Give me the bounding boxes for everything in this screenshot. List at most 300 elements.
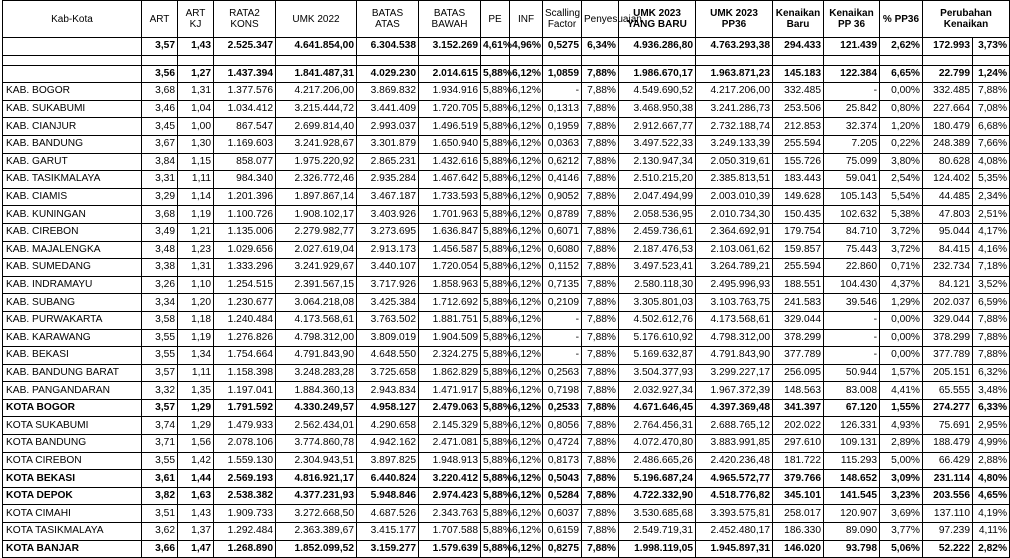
value-cell: 3,51 <box>142 505 178 523</box>
value-cell: 232.734 <box>923 259 973 277</box>
value-cell: 1,19 <box>178 206 214 224</box>
value-cell: 1.276.826 <box>214 329 276 347</box>
value-cell: 5,88% <box>481 470 510 488</box>
value-cell: 3.064.218,08 <box>276 294 357 312</box>
table-row <box>3 399 1010 417</box>
value-cell: 5,88% <box>481 487 510 505</box>
value-cell: 1,18 <box>178 311 214 329</box>
value-cell: 5,88% <box>481 505 510 523</box>
table-row <box>3 118 1010 136</box>
value-cell: 67.120 <box>824 399 880 417</box>
value-cell: 1.948.913 <box>419 452 481 470</box>
value-cell: 4,96% <box>510 38 543 56</box>
value-cell: 1.437.394 <box>214 65 276 83</box>
value-cell: 5,88% <box>481 65 510 83</box>
value-cell: 1.467.642 <box>419 171 481 189</box>
value-cell: - <box>543 329 582 347</box>
value-cell: 6,12% <box>510 452 543 470</box>
value-cell <box>357 55 419 65</box>
value-cell: 2.495.996,93 <box>696 276 773 294</box>
value-cell: 155.726 <box>773 153 824 171</box>
value-cell: 1.986.670,17 <box>619 65 696 83</box>
value-cell: 80.628 <box>923 153 973 171</box>
value-cell: 1.268.890 <box>214 540 276 558</box>
value-cell: 39.546 <box>824 294 880 312</box>
value-cell: 3.159.277 <box>357 540 419 558</box>
value-cell: 4.502.612,76 <box>619 311 696 329</box>
region-name-cell: KOTA DEPOK <box>3 487 142 505</box>
value-cell <box>276 55 357 65</box>
value-cell: 5,88% <box>481 188 510 206</box>
column-header: Kenaikan PP 36 <box>824 1 880 38</box>
value-cell: 3,52% <box>973 276 1010 294</box>
value-cell: 3,61 <box>142 470 178 488</box>
value-cell: 3,55 <box>142 329 178 347</box>
value-cell: 7,88% <box>582 171 619 189</box>
header-row <box>3 1 1010 38</box>
value-cell: 0,0363 <box>543 135 582 153</box>
value-cell <box>973 55 1010 65</box>
value-cell: 6,12% <box>510 259 543 277</box>
value-cell: 255.594 <box>773 135 824 153</box>
value-cell: 44.485 <box>923 188 973 206</box>
value-cell: 253.506 <box>773 100 824 118</box>
value-cell: 1,11 <box>178 171 214 189</box>
value-cell: 2,54% <box>880 171 923 189</box>
value-cell: 2.580.118,30 <box>619 276 696 294</box>
value-cell: 65.555 <box>923 382 973 400</box>
table-row <box>3 487 1010 505</box>
value-cell: 5,88% <box>481 118 510 136</box>
value-cell: 109.131 <box>824 435 880 453</box>
value-cell: 867.547 <box>214 118 276 136</box>
value-cell: 5,00% <box>880 452 923 470</box>
value-cell: - <box>543 311 582 329</box>
value-cell: 1.881.751 <box>419 311 481 329</box>
value-cell: 186.330 <box>773 523 824 541</box>
value-cell: 3,57 <box>142 399 178 417</box>
table-row <box>3 38 1010 56</box>
value-cell: 3,66 <box>142 540 178 558</box>
value-cell: 3,74 <box>142 417 178 435</box>
table-row <box>3 188 1010 206</box>
value-cell: 6,12% <box>510 241 543 259</box>
value-cell: 5,88% <box>481 399 510 417</box>
value-cell: 52.222 <box>923 540 973 558</box>
value-cell: 0,22% <box>880 135 923 153</box>
value-cell: 1.909.733 <box>214 505 276 523</box>
value-cell: 3.869.832 <box>357 83 419 101</box>
table-row <box>3 153 1010 171</box>
value-cell: 1.998.119,05 <box>619 540 696 558</box>
value-cell: 858.077 <box>214 153 276 171</box>
value-cell: 3.504.377,93 <box>619 364 696 382</box>
region-name-cell: KAB. GARUT <box>3 153 142 171</box>
value-cell: 7,88% <box>582 311 619 329</box>
value-cell: 4.641.854,00 <box>276 38 357 56</box>
value-cell: 3.403.926 <box>357 206 419 224</box>
value-cell: 4,11% <box>973 523 1010 541</box>
value-cell: 1.963.871,23 <box>696 65 773 83</box>
value-cell: 1.858.963 <box>419 276 481 294</box>
value-cell: 7,08% <box>973 100 1010 118</box>
value-cell: 2.993.037 <box>357 118 419 136</box>
value-cell: 7,88% <box>582 65 619 83</box>
value-cell: 4,08% <box>973 153 1010 171</box>
value-cell: 84.415 <box>923 241 973 259</box>
value-cell: 115.293 <box>824 452 880 470</box>
value-cell: 3,72% <box>880 241 923 259</box>
value-cell: 274.277 <box>923 399 973 417</box>
value-cell: 6,12% <box>510 65 543 83</box>
value-cell: 3,58 <box>142 311 178 329</box>
value-cell <box>214 55 276 65</box>
table-row <box>3 241 1010 259</box>
value-cell: 6,12% <box>510 487 543 505</box>
region-name-cell: KAB. PANGANDARAN <box>3 382 142 400</box>
value-cell: 1,43 <box>178 38 214 56</box>
value-cell: 1,00 <box>178 118 214 136</box>
value-cell: 6,12% <box>510 276 543 294</box>
column-header: Kenaikan Baru <box>773 1 824 38</box>
value-cell: 4.330.249,57 <box>276 399 357 417</box>
value-cell: 1,15 <box>178 153 214 171</box>
value-cell: 0,1152 <box>543 259 582 277</box>
value-cell: 6,12% <box>510 329 543 347</box>
value-cell: 0,80% <box>880 100 923 118</box>
value-cell: 3.393.575,81 <box>696 505 773 523</box>
value-cell: 7,88% <box>582 135 619 153</box>
value-cell: 212.853 <box>773 118 824 136</box>
region-name-cell: KAB. SUBANG <box>3 294 142 312</box>
column-header: ART <box>142 1 178 38</box>
value-cell: 3.897.825 <box>357 452 419 470</box>
region-name-cell: KAB. BANDUNG BARAT <box>3 364 142 382</box>
value-cell: 3.103.763,75 <box>696 294 773 312</box>
value-cell: 3,45 <box>142 118 178 136</box>
value-cell: 1.852.099,52 <box>276 540 357 558</box>
value-cell: 3.241.929,67 <box>276 259 357 277</box>
value-cell: 2.014.615 <box>419 65 481 83</box>
value-cell: 1,31 <box>178 259 214 277</box>
value-cell: 4.217.206,00 <box>696 83 773 101</box>
value-cell: 3.301.879 <box>357 135 419 153</box>
value-cell: 332.485 <box>773 83 824 101</box>
value-cell: 1.496.519 <box>419 118 481 136</box>
value-cell: 7,18% <box>973 259 1010 277</box>
value-cell: 1.636.847 <box>419 223 481 241</box>
value-cell: 5.176.610,92 <box>619 329 696 347</box>
value-cell: 121.439 <box>824 38 880 56</box>
value-cell: 1.559.130 <box>214 452 276 470</box>
value-cell: 0,00% <box>880 83 923 101</box>
value-cell: 2.486.665,26 <box>619 452 696 470</box>
value-cell: 7,88% <box>582 382 619 400</box>
value-cell: 2,88% <box>973 452 1010 470</box>
value-cell: 0,6037 <box>543 505 582 523</box>
value-cell: 105.143 <box>824 188 880 206</box>
value-cell: 4.173.568,61 <box>276 311 357 329</box>
region-name-cell <box>3 55 142 65</box>
value-cell: 202.037 <box>923 294 973 312</box>
value-cell: 3,26 <box>142 276 178 294</box>
value-cell: 5,35% <box>973 171 1010 189</box>
value-cell: 3,68 <box>142 206 178 224</box>
value-cell: 6,12% <box>510 523 543 541</box>
value-cell: 2.732.188,74 <box>696 118 773 136</box>
value-cell: 95.044 <box>923 223 973 241</box>
value-cell <box>696 55 773 65</box>
value-cell: 7,88% <box>582 399 619 417</box>
value-cell: 2.479.063 <box>419 399 481 417</box>
value-cell: 5.196.687,24 <box>619 470 696 488</box>
value-cell: 6,12% <box>510 364 543 382</box>
value-cell: 2.935.284 <box>357 171 419 189</box>
value-cell: 4.791.843,90 <box>696 347 773 365</box>
value-cell: 341.397 <box>773 399 824 417</box>
value-cell: 5,38% <box>880 206 923 224</box>
value-cell: 1,29 <box>178 399 214 417</box>
value-cell: 984.340 <box>214 171 276 189</box>
value-cell: 6,12% <box>510 435 543 453</box>
value-cell: - <box>543 83 582 101</box>
column-header: INF <box>510 1 543 38</box>
region-name-cell: KOTA TASIKMALAYA <box>3 523 142 541</box>
value-cell: 4,80% <box>973 470 1010 488</box>
value-cell: 141.545 <box>824 487 880 505</box>
value-cell: 1,27 <box>178 65 214 83</box>
value-cell <box>880 55 923 65</box>
value-cell: 2.420.236,48 <box>696 452 773 470</box>
column-header: ART KJ <box>178 1 214 38</box>
value-cell: 1.100.726 <box>214 206 276 224</box>
value-cell: 6,12% <box>510 100 543 118</box>
column-header: Perubahan Kenaikan <box>923 1 1010 38</box>
value-cell: 4.936.286,80 <box>619 38 696 56</box>
value-cell: 7,88% <box>582 435 619 453</box>
value-cell: 6,12% <box>510 171 543 189</box>
value-cell: 1,37 <box>178 523 214 541</box>
value-cell: 6,12% <box>510 135 543 153</box>
region-name-cell <box>3 38 142 56</box>
value-cell: 0,4146 <box>543 171 582 189</box>
value-cell <box>510 55 543 65</box>
value-cell: 6,12% <box>510 311 543 329</box>
value-cell: 0,9052 <box>543 188 582 206</box>
value-cell: 6,12% <box>510 347 543 365</box>
value-cell: 4,17% <box>973 223 1010 241</box>
value-cell: 4.217.206,00 <box>276 83 357 101</box>
value-cell: 22.799 <box>923 65 973 83</box>
value-cell: 149.628 <box>773 188 824 206</box>
value-cell: 3.248.283,28 <box>276 364 357 382</box>
value-cell: 329.044 <box>773 311 824 329</box>
table-row <box>3 206 1010 224</box>
value-cell: 2.699.814,40 <box>276 118 357 136</box>
value-cell: 4.687.526 <box>357 505 419 523</box>
value-cell: 297.610 <box>773 435 824 453</box>
value-cell: 2.569.193 <box>214 470 276 488</box>
value-cell: 1,23 <box>178 241 214 259</box>
value-cell: 6,12% <box>510 294 543 312</box>
value-cell: 5,88% <box>481 329 510 347</box>
table-row <box>3 523 1010 541</box>
region-name-cell: KAB. CIREBON <box>3 223 142 241</box>
table-row <box>3 135 1010 153</box>
value-cell: 3.241.286,73 <box>696 100 773 118</box>
value-cell: 2.187.476,53 <box>619 241 696 259</box>
value-cell: 202.022 <box>773 417 824 435</box>
value-cell: 1,14 <box>178 188 214 206</box>
value-cell: 1.169.603 <box>214 135 276 153</box>
value-cell: 2.027.619,04 <box>276 241 357 259</box>
value-cell: 2.343.763 <box>419 505 481 523</box>
value-cell: 1.034.412 <box>214 100 276 118</box>
table-row <box>3 171 1010 189</box>
value-cell: 1.884.360,13 <box>276 382 357 400</box>
value-cell: 1.897.867,14 <box>276 188 357 206</box>
value-cell: 4,41% <box>880 382 923 400</box>
value-cell: 2,51% <box>973 206 1010 224</box>
value-cell: 1.456.587 <box>419 241 481 259</box>
value-cell: 4.671.646,45 <box>619 399 696 417</box>
value-cell: 1,43 <box>178 505 214 523</box>
value-cell: 4.965.572,77 <box>696 470 773 488</box>
value-cell: 6,12% <box>510 382 543 400</box>
value-cell: 179.754 <box>773 223 824 241</box>
value-cell: 3,73% <box>973 38 1010 56</box>
table-row <box>3 540 1010 558</box>
value-cell: 7,88% <box>582 206 619 224</box>
value-cell: 0,00% <box>880 329 923 347</box>
value-cell: 5,88% <box>481 276 510 294</box>
value-cell: 122.384 <box>824 65 880 83</box>
table-row <box>3 83 1010 101</box>
value-cell: 2.452.480,17 <box>696 523 773 541</box>
value-cell: 2.471.081 <box>419 435 481 453</box>
value-cell: 1,10 <box>178 276 214 294</box>
value-cell: 7,88% <box>582 188 619 206</box>
value-cell: 3,31 <box>142 171 178 189</box>
value-cell: 3,71 <box>142 435 178 453</box>
column-header: UMK 2023 PP36 <box>696 1 773 38</box>
value-cell: 4.791.843,90 <box>276 347 357 365</box>
value-cell: 5,88% <box>481 435 510 453</box>
value-cell: 6,12% <box>510 505 543 523</box>
value-cell: 5,88% <box>481 311 510 329</box>
value-cell: 5,88% <box>481 100 510 118</box>
table-row <box>3 55 1010 65</box>
region-name-cell: KAB. PURWAKARTA <box>3 311 142 329</box>
region-name-cell: KOTA BANDUNG <box>3 435 142 453</box>
value-cell: 3,84 <box>142 153 178 171</box>
value-cell: 2,89% <box>880 435 923 453</box>
value-cell: 2.510.215,20 <box>619 171 696 189</box>
umk-table <box>2 0 1010 558</box>
value-cell: 83.008 <box>824 382 880 400</box>
value-cell <box>582 55 619 65</box>
region-name-cell: KAB. KARAWANG <box>3 329 142 347</box>
value-cell <box>178 55 214 65</box>
value-cell: - <box>824 83 880 101</box>
value-cell: 378.299 <box>923 329 973 347</box>
value-cell: 1.029.656 <box>214 241 276 259</box>
value-cell: 6,32% <box>973 364 1010 382</box>
value-cell: 75.099 <box>824 153 880 171</box>
table-row <box>3 329 1010 347</box>
value-cell: 1.135.006 <box>214 223 276 241</box>
value-cell: 5,88% <box>481 241 510 259</box>
value-cell: 1.701.963 <box>419 206 481 224</box>
value-cell: 2,82% <box>973 540 1010 558</box>
value-cell: 3.273.695 <box>357 223 419 241</box>
value-cell: 7,88% <box>582 523 619 541</box>
value-cell: 75.691 <box>923 417 973 435</box>
value-cell: 1.201.396 <box>214 188 276 206</box>
value-cell <box>481 55 510 65</box>
value-cell: 4,99% <box>973 435 1010 453</box>
value-cell: 102.632 <box>824 206 880 224</box>
value-cell: 1,0859 <box>543 65 582 83</box>
value-cell: 4.648.550 <box>357 347 419 365</box>
table-row <box>3 505 1010 523</box>
value-cell: 3,32 <box>142 382 178 400</box>
value-cell: 124.402 <box>923 171 973 189</box>
value-cell: 4.377.231,93 <box>276 487 357 505</box>
value-cell: 0,5284 <box>543 487 582 505</box>
value-cell: 1.967.372,39 <box>696 382 773 400</box>
value-cell: 148.652 <box>824 470 880 488</box>
column-header: BATAS ATAS <box>357 1 419 38</box>
value-cell: 1.377.576 <box>214 83 276 101</box>
table-row <box>3 382 1010 400</box>
value-cell: 50.944 <box>824 364 880 382</box>
value-cell: 1.720.705 <box>419 100 481 118</box>
value-cell: 3,67 <box>142 135 178 153</box>
value-cell: 3.530.685,68 <box>619 505 696 523</box>
region-name-cell: KAB. CIANJUR <box>3 118 142 136</box>
value-cell: 7,88% <box>582 470 619 488</box>
value-cell: 4.549.690,52 <box>619 83 696 101</box>
value-cell: 3.152.269 <box>419 38 481 56</box>
value-cell: 2.032.927,34 <box>619 382 696 400</box>
region-name-cell: KAB. TASIKMALAYA <box>3 171 142 189</box>
value-cell: 1.197.041 <box>214 382 276 400</box>
value-cell: 2.304.943,51 <box>276 452 357 470</box>
value-cell: 2.078.106 <box>214 435 276 453</box>
value-cell: 89.090 <box>824 523 880 541</box>
value-cell <box>419 55 481 65</box>
value-cell: 5,88% <box>481 153 510 171</box>
value-cell: 188.551 <box>773 276 824 294</box>
value-cell: 22.860 <box>824 259 880 277</box>
column-header: Scalling Factor <box>543 1 582 38</box>
value-cell: 1.579.639 <box>419 540 481 558</box>
value-cell: 4,37% <box>880 276 923 294</box>
value-cell: 0,4724 <box>543 435 582 453</box>
region-name-cell: KOTA BANJAR <box>3 540 142 558</box>
value-cell: 7,88% <box>973 329 1010 347</box>
value-cell: 1.158.398 <box>214 364 276 382</box>
value-cell: 203.556 <box>923 487 973 505</box>
value-cell: 7,88% <box>582 294 619 312</box>
value-cell: 205.151 <box>923 364 973 382</box>
value-cell: 4.763.293,38 <box>696 38 773 56</box>
value-cell: 1.934.916 <box>419 83 481 101</box>
value-cell: 3.272.668,50 <box>276 505 357 523</box>
value-cell: 2.459.736,61 <box>619 223 696 241</box>
value-cell: 3,77% <box>880 523 923 541</box>
